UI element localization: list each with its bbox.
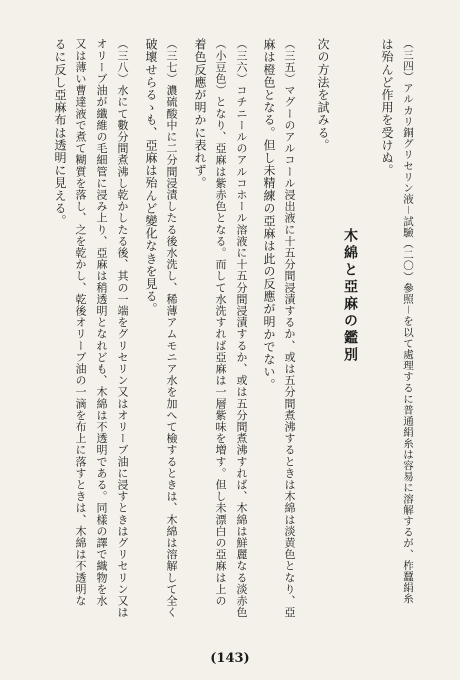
section-heading: 木綿と亞麻の鑑別 xyxy=(342,228,358,364)
text-line: （三八）水にて數分間煮沸し乾かしたる後、其の一端をグリセリン又はオリーブ油に浸すときはグリセリン又は xyxy=(116,38,129,618)
text-line: は殆んど作用を受けぬ。 xyxy=(380,38,394,177)
text-line: 麻は橙色となる。但し未精練の亞麻は此の反應が明かでない。 xyxy=(262,38,276,391)
text-line: （三七）濃硫酸中に二分間浸漬したる後水洗し、稀薄アムモニア水を加へて檢するときは、木綿は溶解して全く xyxy=(165,38,178,618)
text-line: 又は薄い曹達液で煮て糊質を落し、之を乾かし、乾後オリーブ油の一滴を布上に落すときは、木綿は不透明な xyxy=(74,38,87,607)
text-line: （三六）コチニールのアルコホール溶液に十五分間浸漬するか、或は五分間煮沸すれば、木綿は鮮麗なる淡赤色 xyxy=(235,38,248,618)
page-number: (143) xyxy=(210,651,250,666)
text-line: 破壞せらるゝも、亞麻は殆んど變化なきを見る。 xyxy=(144,38,158,316)
text-line: 着色反應が明かに表れず。 xyxy=(193,38,207,190)
text-line: るに反し亞麻布は透明に見える。 xyxy=(53,38,67,227)
text-line: オリーブ油が纖維の毛細管に浸み上り、亞麻は稍透明となれども、木綿は不透明である。同樣の譯で織物を水 xyxy=(95,38,108,607)
text-line: （小豆色）となり、亞麻は紫赤色となる。而して水洗すれば亞麻は一層紫味を増す。但し未漂白の亞麻は上の xyxy=(214,38,227,607)
text-line: （三四）アルカリ銅グリセリン液－試驗（二〇）參照－を以て處理するに普通絹糸は容易に溶解するが、柞蠶絹糸 xyxy=(402,38,414,605)
text-line: （三五）マグーのアルコール浸出液に十五分間浸漬するか、或は五分間煮沸するときは木綿は淡黄色となり、亞 xyxy=(283,38,296,618)
text-line: 次の方法を試みる。 xyxy=(316,38,330,152)
